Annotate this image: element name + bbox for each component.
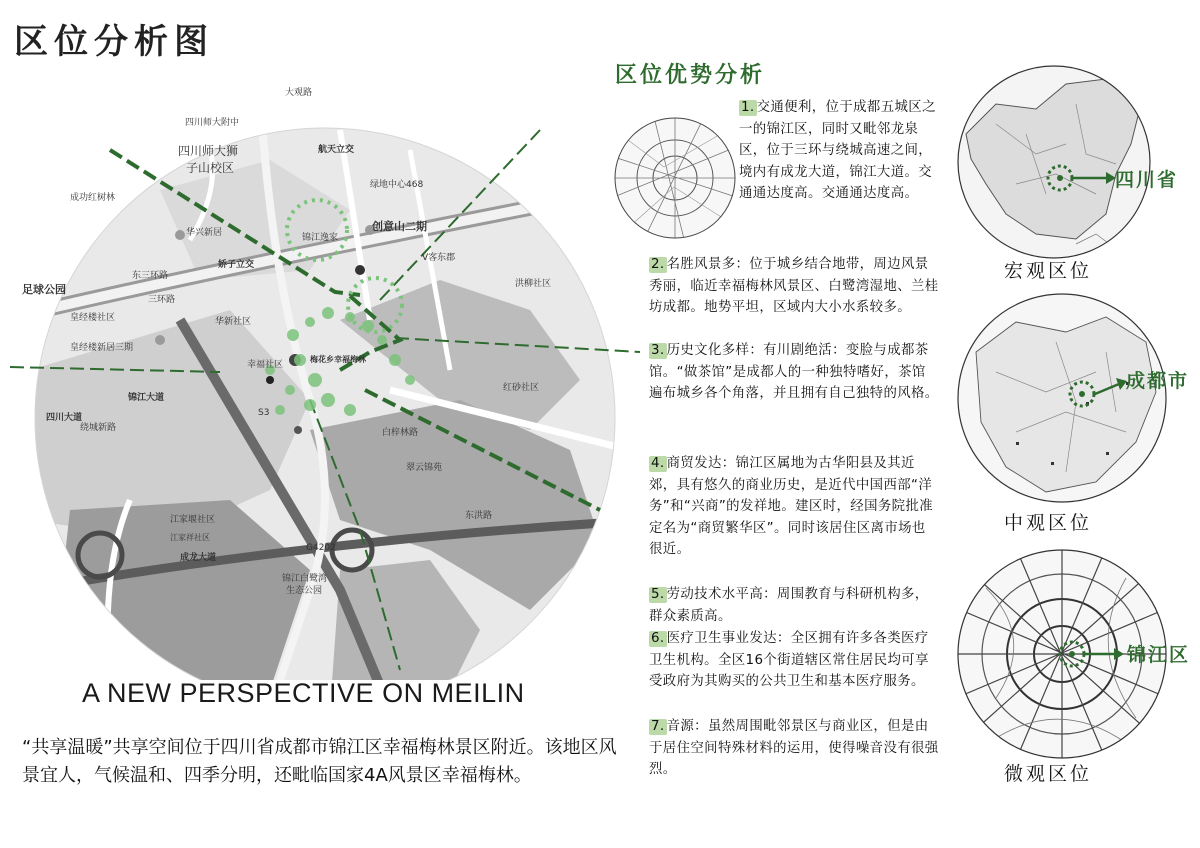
micro-location-caption: 微观区位 xyxy=(1003,763,1092,785)
advantage-item-3 xyxy=(649,340,939,405)
meso-location-caption: 中观区位 xyxy=(1003,512,1092,534)
map-label: 锦江白鹭湾 xyxy=(282,574,328,584)
page-title: 区位分析图 xyxy=(14,22,214,62)
map-label: 成功红树林 xyxy=(70,193,116,203)
site-map xyxy=(10,70,650,680)
advantage-text: 商贸发达：锦江区属地为古华阳县及其近郊，具有悠久的商业历史，是近代中国西部“洋务”和“兴商”的发祥地。建区时，经国务院批准定名为“商贸繁华区”。同时该居住区离市场也很近。 xyxy=(649,456,934,557)
advantages-title: 区位优势分析 xyxy=(615,63,766,88)
advantage-number: 5. xyxy=(651,587,665,602)
map-label: 足球公园 xyxy=(22,283,66,296)
map-label: 皇经楼新居三期 xyxy=(70,343,134,353)
advantage-item-2 xyxy=(649,254,939,319)
map-label: 创意山二期 xyxy=(372,220,427,233)
advantage-text: 交通便利，位于成都五城区之一的锦江区，同时又毗邻龙泉区，位于三环与绕城高速之间，境内有成龙大道，锦江大道。交通通达度高。交通通达度高。 xyxy=(739,100,936,201)
meso-location-map xyxy=(956,292,1168,504)
map-label: 东洪路 xyxy=(465,511,493,521)
advantage-item-1 xyxy=(739,97,939,205)
map-label: 生态公园 xyxy=(286,586,323,596)
micro-location-label: 锦江区 xyxy=(1127,644,1191,666)
advantage-number: 2. xyxy=(651,257,665,272)
map-label: 锦江大道 xyxy=(128,393,165,403)
map-label: 成龙大道 xyxy=(180,553,217,563)
advantage-number: 7. xyxy=(651,719,665,734)
map-label: 华新社区 xyxy=(215,317,252,327)
macro-location-label: 四川省 xyxy=(1115,169,1179,191)
map-label: 四川师大狮 xyxy=(178,144,239,158)
tagline: A NEW PERSPECTIVE ON MEILIN xyxy=(82,678,525,708)
macro-location-map xyxy=(956,64,1152,260)
macro-location-caption: 宏观区位 xyxy=(1003,260,1092,282)
map-label: 白梓林路 xyxy=(382,428,419,438)
advantage-item-7 xyxy=(649,716,939,781)
map-label: 绿地中心468 xyxy=(370,180,424,190)
advantage-item-5 xyxy=(649,584,939,627)
map-label: 娇子立交 xyxy=(218,260,255,270)
advantage-item-4 xyxy=(649,453,939,561)
map-label: 红砂社区 xyxy=(503,383,540,393)
advantage-text: 历史文化多样：有川剧绝活：变脸与成都茶馆。“做茶馆”是成都人的一种独特嗜好，茶馆遍布城乡各个角落，并且拥有自己独特的风格。 xyxy=(649,343,939,401)
map-label: 四川师大附中 xyxy=(185,118,240,128)
map-label: 华兴新居 xyxy=(186,228,223,238)
map-label: G4202 xyxy=(306,543,336,553)
map-label: 翠云锦苑 xyxy=(406,463,443,473)
meso-location-label: 成都市 xyxy=(1126,370,1190,392)
map-label: 锦江逸家 xyxy=(302,233,339,243)
inset-city-map xyxy=(614,117,736,239)
map-label: 幸福社区 xyxy=(247,360,284,370)
advantage-text: 名胜风景多：位于城乡结合地带，周边风景秀丽，临近幸福梅林风景区、白鹭湾湿地、兰桂坊成都。地势平坦，区域内大小水系较多。 xyxy=(649,257,939,315)
advantage-text: 医疗卫生事业发达：全区拥有许多各类医疗卫生机构。全区16个街道辖区常住居民均可享受政府为其购买的公共卫生和基本医疗服务。 xyxy=(649,631,929,689)
map-label: 皇经楼社区 xyxy=(70,313,116,323)
map-label: 航天立交 xyxy=(318,145,355,155)
map-label: 大观路 xyxy=(285,88,313,98)
map-label: 东三环路 xyxy=(132,271,169,281)
map-label: 江家祥社区 xyxy=(170,533,210,542)
advantage-number: 6. xyxy=(651,631,665,646)
map-label: 绕城新路 xyxy=(80,423,117,433)
advantage-item-6 xyxy=(649,628,939,693)
map-label: 江家堰社区 xyxy=(170,515,216,525)
map-label: 子山校区 xyxy=(186,161,235,175)
advantage-number: 3. xyxy=(651,343,665,358)
map-label: 三环路 xyxy=(148,295,176,305)
map-label: 梅花乡幸福梅林 xyxy=(310,355,366,364)
advantage-number: 1. xyxy=(741,100,755,115)
advantage-number: 4. xyxy=(651,456,665,471)
advantage-text: 音源：虽然周围毗邻景区与商业区，但是由于居住空间特殊材料的运用，使得噪音没有很强烈。 xyxy=(649,719,939,777)
map-label: V客东郡 xyxy=(422,253,456,263)
map-label: S3 xyxy=(258,408,270,418)
map-label: 洪柳社区 xyxy=(515,279,552,289)
site-map-svg xyxy=(10,70,650,680)
advantage-text: 劳动技术水平高：周围教育与科研机构多，群众素质高。 xyxy=(649,587,929,624)
map-label: 四川大道 xyxy=(46,413,83,423)
intro-paragraph: “共享温暖”共享空间位于四川省成都市锦江区幸福梅林景区附近。该地区风景宜人，气候温和、四季分明，还毗临国家4A风景区幸福梅林。 xyxy=(22,737,617,786)
